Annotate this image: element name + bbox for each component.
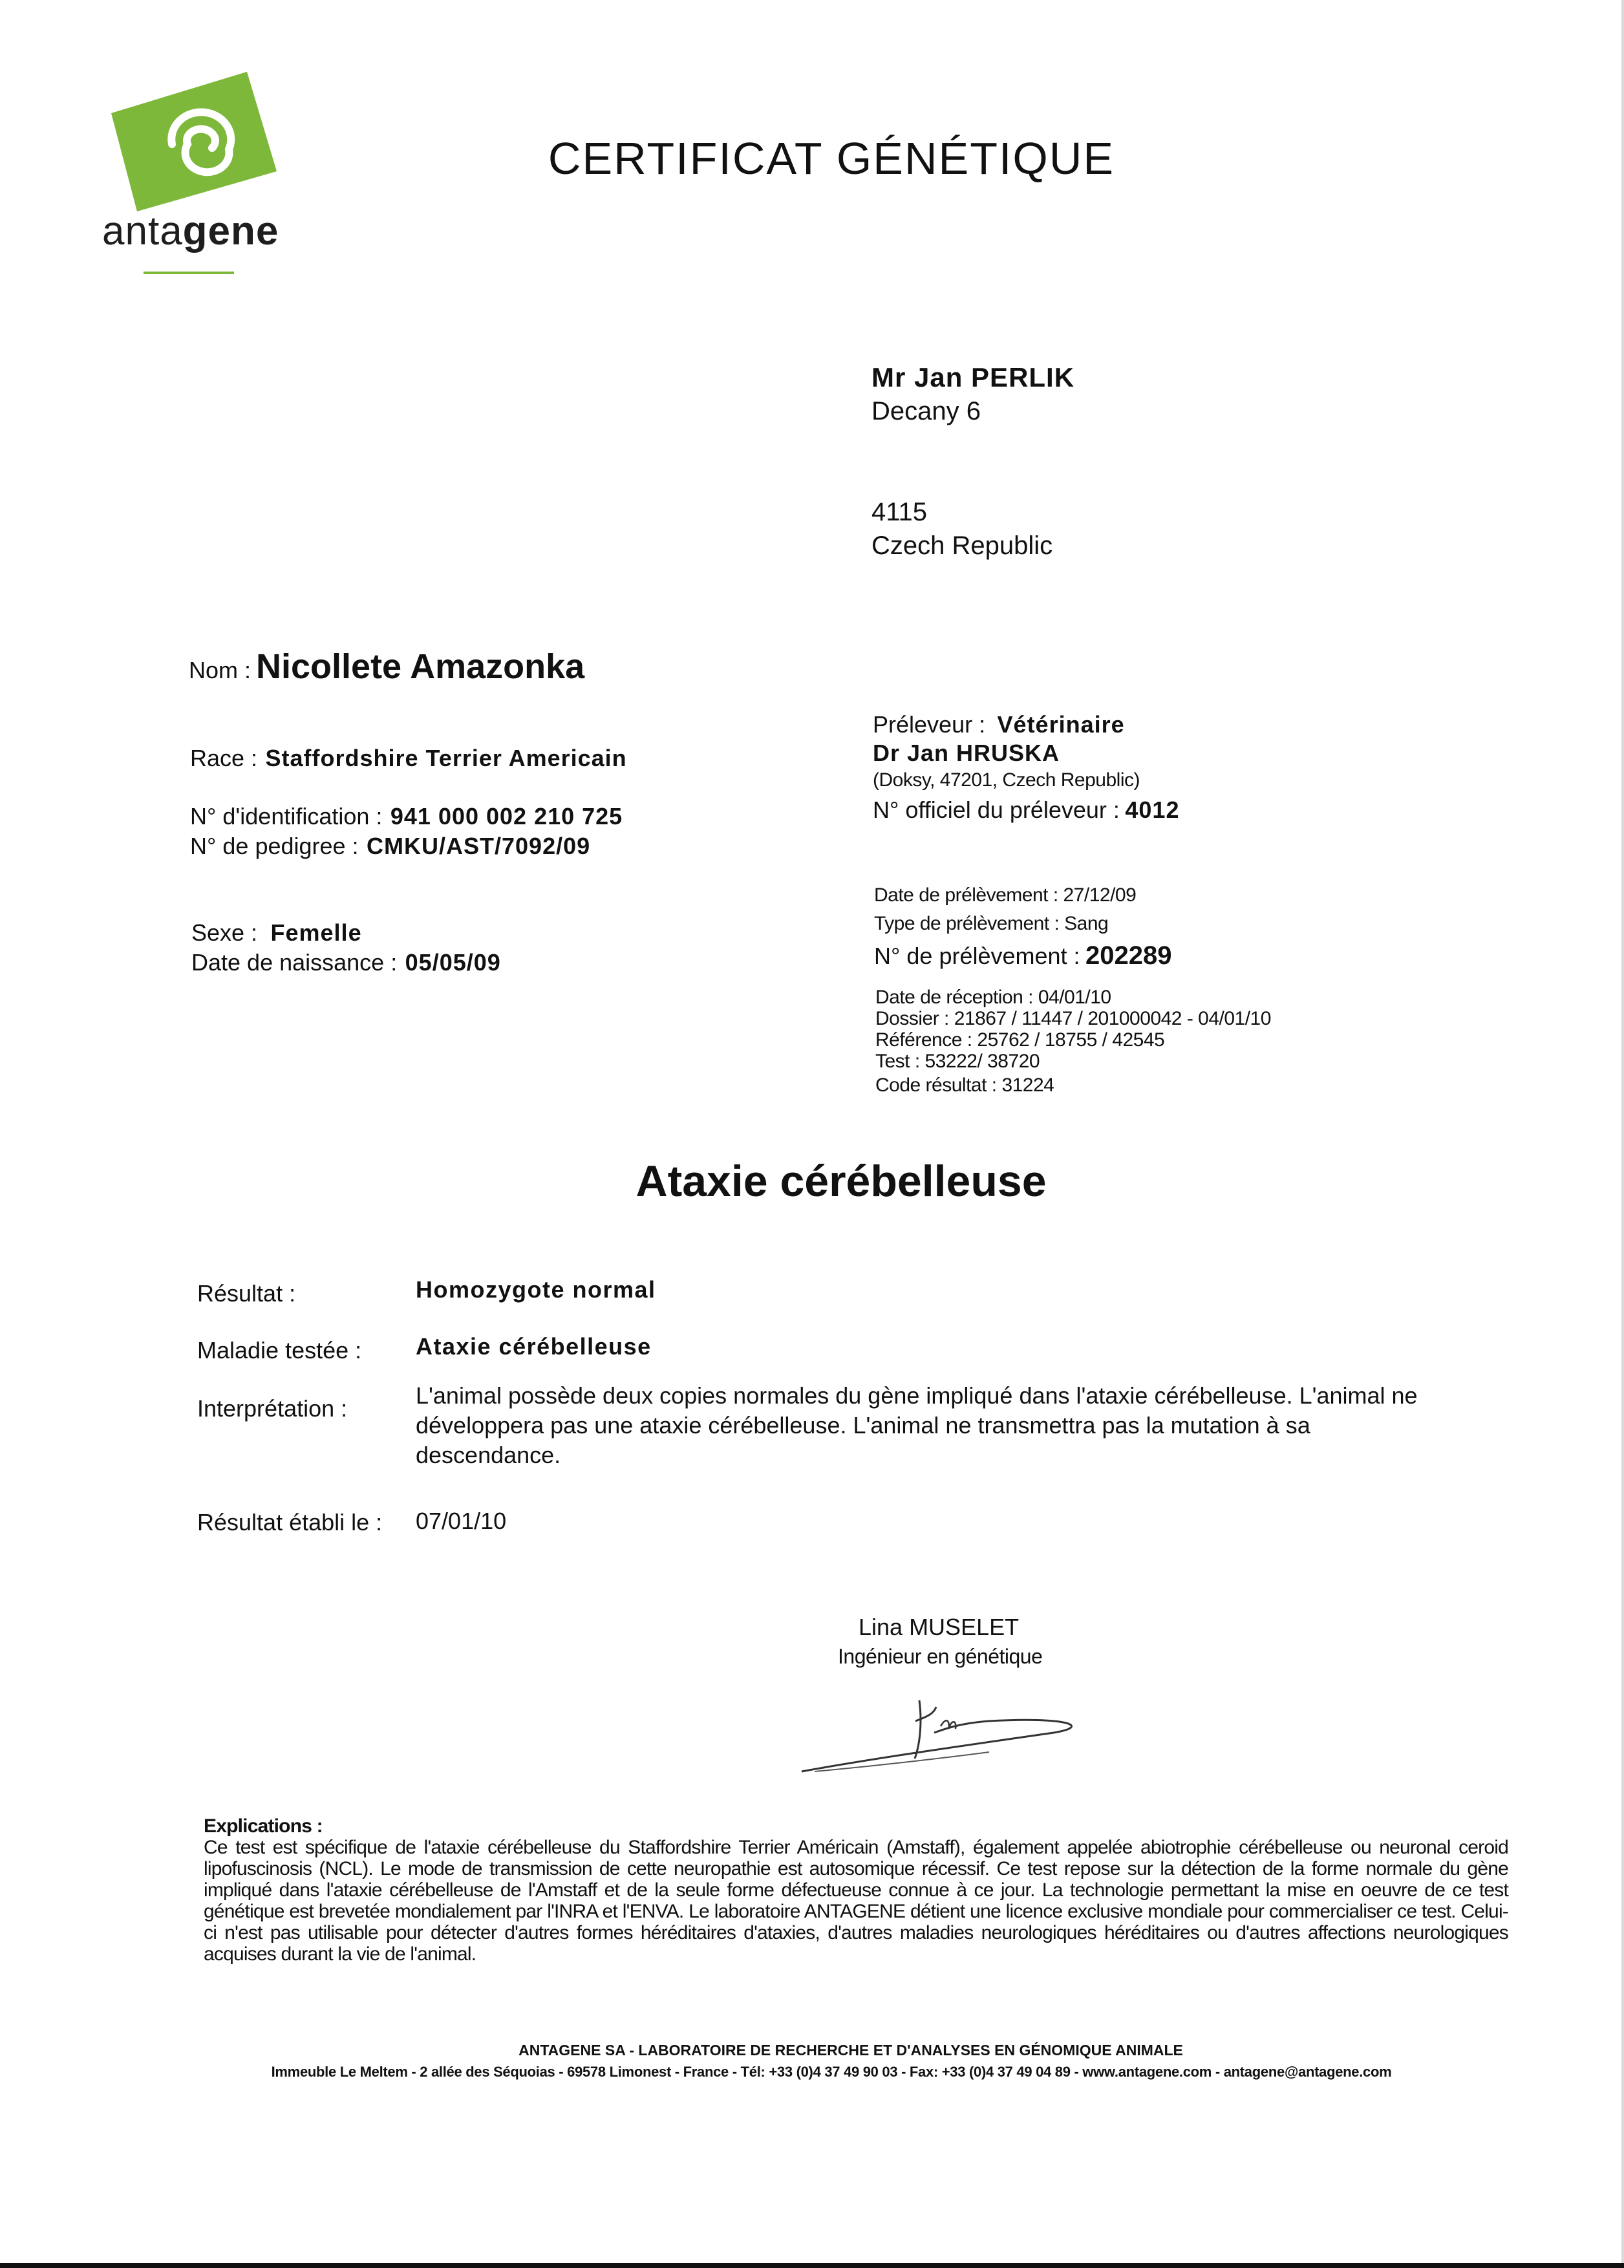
owner-country: Czech Republic (871, 531, 1053, 560)
interpretation-text: L'animal possède deux copies normales du gène impliqué dans l'ataxie cérébelleuse. L'animal ne développera pas une ataxie cérébelleuse. L'animal ne transmettra pas la mutation à sa descendance. (416, 1382, 1418, 1468)
preleveur-address: (Doksy, 47201, Czech Republic) (873, 769, 1140, 791)
reception-dossier: Dossier : 21867 / 11447 / 201000042 - 04/01/10 (875, 1008, 1271, 1029)
signatory-name: Lina MUSELET (859, 1614, 1020, 1640)
pedigree-label: N° de pedigree : (190, 833, 359, 859)
logo-wordmark-prefix: anta (102, 209, 183, 253)
maladie-label: Maladie testée : (197, 1337, 362, 1364)
identification-value: 941 000 002 210 725 (390, 803, 623, 829)
birthdate-label: Date de naissance : (191, 949, 398, 976)
explications-text: Ce test est spécifique de l'ataxie cérébelleuse du Staffordshire Terrier Américain (Amstaff), également appelée abiotrophie cérébelleuse ou neuronal ceroid lipofuscinosis (NCL). Le mode de transmission de cette neuropathie est autosomique récessif. Ce test repose sur la détection de la forme normale du gène impliqué dans l'ataxie cérébelleuse de l'Amstaff et de la seule forme défectueuse connue à ce jour. La technologie permettant la mise en oeuvre de ce test génétique est brevetée mondialement par l'INRA et l'ENVA. Le laboratoire ANTAGENE détient une licence exclusive mondiale pour commercialiser ce test. Celui-ci n'est pas utilisable pour détecter d'autres formes héréditaires d'ataxies, d'autres maladies neurologiques héréditaires ou d'autres affections neurologiques acquises durant la vie de l'animal. (204, 1837, 1508, 1965)
identification-label: N° d'identification : (190, 803, 383, 829)
animal-name-label: Nom : (189, 657, 251, 683)
preleveur-officiel-row (873, 797, 1179, 824)
preleveur-type: Vétérinaire (997, 711, 1125, 738)
sexe-value: Femelle (270, 919, 362, 946)
pedigree-value: CMKU/AST/7092/09 (367, 833, 591, 859)
race-label: Race : (190, 745, 258, 771)
footer-company: ANTAGENE SA - LABORATOIRE DE RECHERCHE ET D'ANALYSES EN GÉNOMIQUE ANIMALE (518, 2042, 1183, 2059)
owner-name: Mr Jan PERLIK (871, 362, 1075, 392)
race-value: Staffordshire Terrier Americain (265, 745, 627, 771)
sample-date: Date de prélèvement : 27/12/09 (874, 884, 1137, 906)
explications-heading: Explications : (204, 1815, 323, 1837)
test-heading: Ataxie cérébelleuse (636, 1157, 1047, 1206)
resultat-label: Résultat : (197, 1280, 296, 1307)
footer-contact: Immeuble Le Meltem - 2 allée des Séquoias - 69578 Limonest - France - Tél: +33 (0)4 37 49 90 03 - Fax: +33 (0)4 37 49 04 89 - www.antagene.com - antagene@antagene.com (271, 2064, 1392, 2080)
animal-name: Nicollete Amazonka (256, 647, 585, 686)
sexe-label: Sexe : (191, 919, 258, 946)
preleveur-row (873, 711, 1125, 738)
preleveur-officiel-value: 4012 (1125, 797, 1180, 823)
reception-test: Test : 53222/ 38720 (875, 1051, 1040, 1072)
owner-street: Decany 6 (871, 397, 981, 425)
sample-number-row (874, 941, 1172, 970)
etabli-label: Résultat établi le : (197, 1509, 383, 1535)
identification-row (190, 803, 623, 830)
maladie-value: Ataxie cérébelleuse (416, 1333, 652, 1360)
scan-edge-bottom (0, 2263, 1624, 2268)
sexe-row (191, 919, 362, 947)
reception-code: Code résultat : 31224 (875, 1075, 1054, 1096)
interpretation-label: Interprétation : (197, 1395, 348, 1422)
logo-underline (144, 272, 234, 274)
preleveur-officiel-label: N° officiel du préleveur : (873, 797, 1120, 823)
owner-postcode: 4115 (871, 498, 928, 526)
resultat-value: Homozygote normal (416, 1276, 656, 1303)
preleveur-label: Préleveur : (873, 711, 986, 738)
reception-date: Date de réception : 04/01/10 (875, 987, 1111, 1008)
sample-number-value: 202289 (1085, 941, 1172, 970)
explications-block (204, 1815, 1508, 1965)
reception-block (875, 987, 1271, 1096)
signatory-role: Ingénieur en génétique (838, 1645, 1043, 1668)
handwritten-signature-icon (795, 1681, 1099, 1784)
birthdate-row (191, 949, 501, 976)
scan-edge-right (1621, 0, 1624, 2268)
race-row (190, 745, 627, 772)
sample-number-label: N° de prélèvement : (874, 943, 1080, 969)
owner-address-block (871, 361, 1074, 562)
birthdate-value: 05/05/09 (405, 949, 501, 976)
certificate-title: CERTIFICAT GÉNÉTIQUE (548, 133, 1115, 184)
etabli-value: 07/01/10 (416, 1508, 507, 1534)
pedigree-row (190, 833, 590, 860)
sample-type: Type de prélèvement : Sang (874, 913, 1109, 934)
reception-reference: Référence : 25762 / 18755 / 42545 (875, 1029, 1165, 1051)
animal-name-row (189, 647, 584, 687)
preleveur-name: Dr Jan HRUSKA (873, 740, 1060, 766)
logo-wordmark (102, 208, 279, 254)
logo-wordmark-suffix: gene (182, 209, 279, 253)
